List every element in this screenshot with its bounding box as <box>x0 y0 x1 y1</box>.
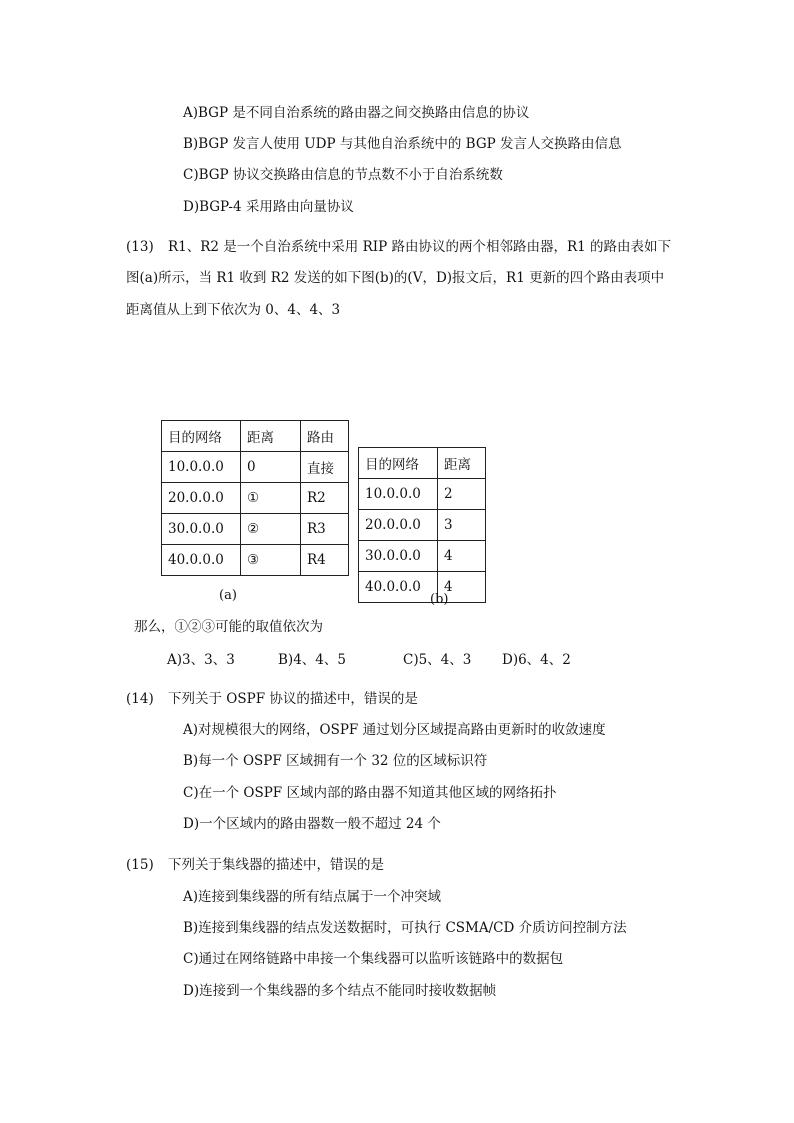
table-row <box>162 452 349 483</box>
table-row <box>359 479 486 510</box>
table-row <box>359 572 486 603</box>
q13-prompt: 那么，①②③可能的取值依次为 <box>134 619 323 635</box>
table-cell: 40.0.0.0 <box>162 545 241 576</box>
table-row <box>359 510 486 541</box>
table-cell: 直接 <box>301 452 349 483</box>
routing-table-b <box>358 447 486 603</box>
q13-line-3: 距离值从上到下依次为 0、4、4、3 <box>126 302 341 318</box>
table-b-header: 距离 <box>438 448 486 479</box>
q15-option-c: C)通过在网络链路中串接一个集线器可以监听该链路中的数据包 <box>183 951 564 967</box>
table-cell: 4 <box>438 541 486 572</box>
q15-option-b: B)连接到集线器的结点发送数据时，可执行 CSMA/CD 介质访问控制方法 <box>183 920 627 936</box>
q14-option-a: A)对规模很大的网络，OSPF 通过划分区域提高路由更新时的收敛速度 <box>183 722 606 738</box>
q13-choice-d: D)6、4、2 <box>502 652 571 668</box>
table-cell: 30.0.0.0 <box>162 514 241 545</box>
table-cell: R3 <box>301 514 349 545</box>
table-a-header: 路由 <box>301 421 349 452</box>
q14-option-d: D)一个区域内的路由器数一般不超过 24 个 <box>183 816 441 832</box>
table-cell: R2 <box>301 483 349 514</box>
q13-choice-a: A)3、3、3 <box>167 652 235 668</box>
q13-line-1: R1、R2 是一个自治系统中采用 RIP 路由协议的两个相邻路由器，R1 的路由表如下 <box>168 239 672 255</box>
table-b-caption: (b) <box>430 592 449 607</box>
table-row <box>359 541 486 572</box>
q13-number: (13) <box>126 239 154 255</box>
table-a-header: 目的网络 <box>162 421 241 452</box>
table-cell: ③ <box>241 545 301 576</box>
routing-table-a <box>161 420 349 576</box>
table-cell: 3 <box>438 510 486 541</box>
q13-choice-c: C)5、4、3 <box>403 652 472 668</box>
q15-option-d: D)连接到一个集线器的多个结点不能同时接收数据帧 <box>183 983 497 999</box>
table-cell: 20.0.0.0 <box>359 510 438 541</box>
table-cell: 40.0.0.0 <box>359 572 438 603</box>
table-cell: 0 <box>241 452 301 483</box>
q14-option-b: B)每一个 OSPF 区域拥有一个 32 位的区域标识符 <box>183 753 488 769</box>
table-a-header-row <box>162 421 349 452</box>
table-b-header: 目的网络 <box>359 448 438 479</box>
table-cell: 10.0.0.0 <box>162 452 241 483</box>
q12-option-c: C)BGP 协议交换路由信息的节点数不小于自治系统数 <box>183 167 503 183</box>
table-row <box>162 545 349 576</box>
q15-option-a: A)连接到集线器的所有结点属于一个冲突域 <box>183 889 442 905</box>
q15-stem: 下列关于集线器的描述中，错误的是 <box>168 857 384 873</box>
q14-number: (14) <box>126 691 154 707</box>
table-cell: 20.0.0.0 <box>162 483 241 514</box>
table-cell: R4 <box>301 545 349 576</box>
q12-option-d: D)BGP-4 采用路由向量协议 <box>183 199 354 215</box>
q12-option-b: B)BGP 发言人使用 UDP 与其他自治系统中的 BGP 发言人交换路由信息 <box>183 136 622 152</box>
table-a-header: 距离 <box>241 421 301 452</box>
q14-stem: 下列关于 OSPF 协议的描述中，错误的是 <box>168 691 418 707</box>
table-cell: 4 <box>438 572 486 603</box>
q14-option-c: C)在一个 OSPF 区域内部的路由器不知道其他区域的网络拓扑 <box>183 785 557 801</box>
q12-option-a: A)BGP 是不同自治系统的路由器之间交换路由信息的协议 <box>183 105 530 121</box>
table-cell: ① <box>241 483 301 514</box>
table-cell: 2 <box>438 479 486 510</box>
q13-line-2: 图(a)所示，当 R1 收到 R2 发送的如下图(b)的(V，D)报文后，R1 更新的四个路由表项中 <box>126 270 665 286</box>
q13-choice-b: B)4、4、5 <box>278 652 346 668</box>
table-b-header-row <box>359 448 486 479</box>
table-cell: ② <box>241 514 301 545</box>
table-row <box>162 514 349 545</box>
table-cell: 30.0.0.0 <box>359 541 438 572</box>
q15-number: (15) <box>126 857 154 873</box>
table-cell: 10.0.0.0 <box>359 479 438 510</box>
table-a-caption: (a) <box>219 588 237 603</box>
table-row <box>162 483 349 514</box>
